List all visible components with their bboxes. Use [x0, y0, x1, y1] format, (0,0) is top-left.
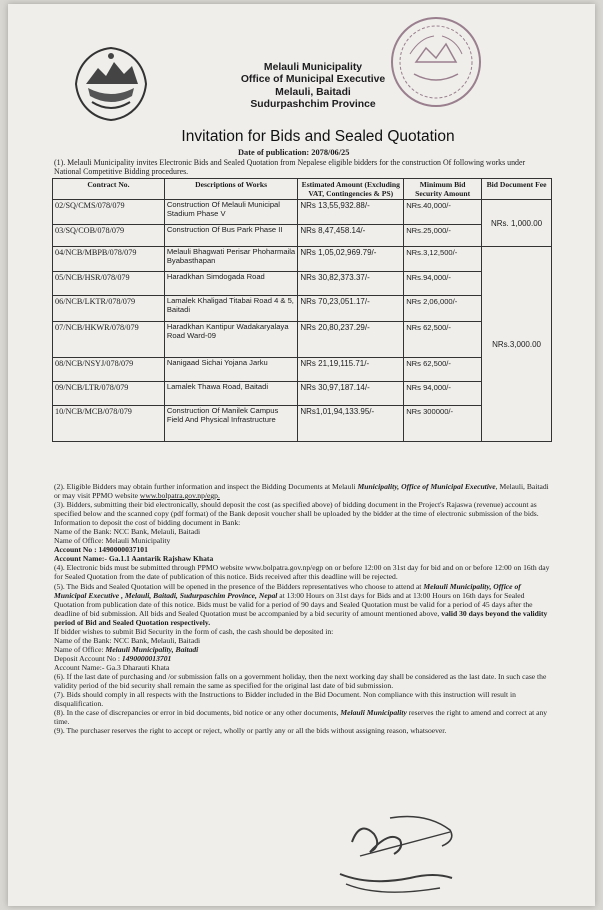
contract-no: 07/NCB/HKWR/078/079 [53, 322, 165, 358]
bid-security: NRs 300000/- [404, 406, 482, 442]
estimated-amount: NRs 13,55,932.88/- [298, 200, 404, 225]
p5-text: (5). The Bids and Sealed Quotation will be opened in the presence of the Bidders representatives who choose to attend at [54, 581, 424, 591]
bank1-name: Name of the Bank: NCC Bank, Melauli, Baitadi [54, 527, 201, 537]
header-bid-security: Minimum Bid Security Amount [404, 179, 482, 200]
table-row [53, 382, 552, 406]
table-row [53, 406, 552, 442]
bid-security: NRs 62,500/- [404, 358, 482, 382]
p5-validity: valid 30 days beyond the validity period of Bid and Sealed Quotation respectively. [54, 608, 548, 627]
bank2-name: Name of the Bank: NCC Bank, Melauli, Baitadi [54, 635, 201, 645]
p5-venue: Melauli Municipality, Office of Municipal Executive , Melauli, Baitadi, Sudurpaschim Province, Nepal [54, 581, 521, 600]
bank2-office-label: Name of Office: [54, 644, 106, 654]
official-stamp-icon [386, 10, 486, 114]
org-province: Sudurpashchim Province [250, 99, 376, 111]
bank1-office: Name of Office: Melauli Municipality [54, 536, 171, 546]
publication-date: Date of publication: 2078/06/25 [238, 148, 350, 157]
contract-no: 05/NCB/HSR/078/079 [53, 272, 165, 296]
table-row [53, 247, 552, 272]
paragraph-2 [54, 482, 554, 500]
work-description: Construction Of Bus Park Phase II [164, 225, 298, 247]
nepal-emblem-icon [72, 44, 150, 124]
bank2-account-name: Account Name:- Ga.3 Dharauti Khata [54, 662, 170, 672]
contract-no: 09/NCB/LTR/078/079 [53, 382, 165, 406]
work-description: Construction Of Melauli Municipal Stadium Phase V [164, 200, 298, 225]
work-description: Melauli Bhagwati Perisar Phoharmaila Byabasthapan [164, 247, 298, 272]
bid-security: NRs 94,000/- [404, 382, 482, 406]
org-location: Melauli, Baitadi [275, 86, 351, 98]
bank2-account: 1490000013701 [121, 653, 172, 663]
bank1-account: Account No : 1490000037101 [54, 545, 148, 555]
table-row [53, 322, 552, 358]
table-row [53, 358, 552, 382]
p2-text: (2). Eligible Bidders may obtain further information and inspect the Bidding Documents at Melauli [54, 482, 358, 491]
contract-no: 02/SQ/CMS/078/079 [53, 200, 165, 225]
work-description: Lamalek Khaligad Titabai Road 4 & 5, Baitadi [164, 296, 298, 322]
cash-intro: If bidder wishes to submit Bid Security in the form of cash, the cash should be deposited in: [54, 626, 334, 636]
notice-page [8, 4, 595, 906]
bid-security: NRs.25,000/- [404, 225, 482, 247]
paragraph-6: (6). If the last date of purchasing and /or submission falls on a government holiday, then the next working day shall be considered as the last date. In such case the validity period of the bid security shall remain the same as specified for the original last date of bid submission. [54, 671, 547, 691]
header-description: Descriptions of Works [164, 179, 298, 200]
work-description: Lamalek Thawa Road, Baitadi [164, 382, 298, 406]
p2-office: Municipality, Office of Municipal Executive [357, 482, 496, 491]
bank2-office: Melauli Municipality, Baitadi [105, 644, 199, 654]
bank2-office-line [54, 645, 554, 654]
paragraph-9: (9). The purchaser reserves the right to accept or reject, wholly or partly any or all the bids without assigning reason, whatsoever. [54, 726, 447, 736]
work-description: Nanigaad Sichai Yojana Jarku [164, 358, 298, 382]
notice-body [54, 482, 554, 735]
fee-ncb: NRs.3,000.00 [482, 247, 552, 442]
bid-security: NRs.94,000/- [404, 272, 482, 296]
fee-sq: NRs. 1,000.00 [482, 200, 552, 247]
org-name: Melauli Municipality [263, 62, 363, 73]
header-contract-no: Contract No. [53, 179, 165, 200]
estimated-amount: NRs 8,47,458.14/- [298, 225, 404, 247]
contract-no: 10/NCB/MCB/078/079 [53, 406, 165, 442]
p8-text-2: reserves the right to amend and correct at any time. [54, 708, 548, 727]
header-estimated-amount: Estimated Amount (Excluding VAT, Contingencies & PS) [298, 179, 404, 200]
estimated-amount: NRs 21,19,115.71/- [298, 358, 404, 382]
bank-info-intro: Information to deposit the cost of bidding document in Bank: [54, 518, 241, 528]
bid-security: NRs 2,06,000/- [404, 296, 482, 322]
notice-header [8, 4, 595, 126]
work-description: Construction Of Manilek Campus Field And Physical Infrastructure [164, 406, 298, 442]
office-name: Office of Municipal Executive [240, 74, 386, 86]
bid-security: NRs.3,12,500/- [404, 247, 482, 272]
paragraph-4: (4). Electronic bids must be submitted through PPMO website www.bolpatra.gov.np/egp on or before 12:00 on 31st day for bid and on or before 12:00 on 16th day for Sealed Quotation from the date of publication of this notice. Bids received after this deadline will be rejected. [54, 563, 550, 582]
bank1-account-name: Account Name:- Ga.1.1 Aantarik Rajshaw Khata [54, 554, 214, 564]
table-row [53, 296, 552, 322]
paragraph-8 [54, 708, 554, 726]
estimated-amount: NRs1,01,94,133.95/- [298, 406, 404, 442]
bank2-account-line [54, 654, 554, 663]
paragraph-7: (7). Bids should comply in all respects with the Instructions to Bidder included in the Bid Document. Non compliance with this instruction will result in disqualification. [54, 690, 516, 709]
estimated-amount: NRs 20,80,237.29/- [298, 322, 404, 358]
paragraph-5 [54, 582, 554, 627]
intro-paragraph: (1). Melauli Municipality invites Electronic Bids and Sealed Quotation from Nepalese eligible bidders for the construction Of following works under National Competitive Bidding procedures. [54, 158, 526, 177]
work-description: Haradkhan Kantipur Wadakaryalaya Road Ward-09 [164, 322, 298, 358]
bank2-account-label: Deposit Account No : [54, 653, 122, 663]
contract-no: 06/NCB/LKTR/078/079 [53, 296, 165, 322]
estimated-amount: NRs 1,05,02,969.79/- [298, 247, 404, 272]
estimated-amount: NRs 70,23,051.17/- [298, 296, 404, 322]
signature-stamp-icon [330, 812, 460, 902]
table-row [53, 200, 552, 225]
p2-text-2: , Melauli, Baitadi or may visit PPMO website [54, 482, 549, 501]
table-row [53, 225, 552, 247]
table-row [53, 272, 552, 296]
p8-text: (8). In the case of discrepancies or error in bid documents, bid notice or any other documents, [54, 708, 341, 718]
contract-no: 04/NCB/MBPB/078/079 [53, 247, 165, 272]
estimated-amount: NRs 30,82,373.37/- [298, 272, 404, 296]
bids-table [52, 178, 552, 442]
header-document-fee: Bid Document Fee [482, 179, 552, 200]
notice-title: Invitation for Bids and Sealed Quotation [181, 128, 455, 145]
contract-no: 08/NCB/NSYJ/078/079 [53, 358, 165, 382]
bid-security: NRs.40,000/- [404, 200, 482, 225]
ppmo-link[interactable]: www.bolpatra.gov.np/egp. [139, 491, 220, 501]
contract-no: 03/SQ/COB/078/079 [53, 225, 165, 247]
estimated-amount: NRs 30,97,187.14/- [298, 382, 404, 406]
paragraph-3: (3). Bidders, submitting their bid electronically, should deposit the cost (as specified above) of bidding document in the Project's Rajaswa (revenue) account as specified below and the scanned copy (pdf format) of the Bank deposit voucher shall be uploaded by the bidder at the time of electronic submission of the bids. [54, 500, 539, 519]
p5-text-2: at 13:00 Hours on 31st days for Bids and at 13:00 Hours on 16th days for Sealed Quotation from publication date of this notice. Bids must be valid for a period of 90 days and Sealed Quotation must be valid for a period of 45 days after the deadline of bid submission. All bids and Sealed Quotation must be accompanied by a bid security of amount mentioned above, [54, 590, 533, 618]
p8-municipality: Melauli Municipality [340, 708, 407, 718]
bid-security: NRs 62,500/- [404, 322, 482, 358]
table-header-row [53, 179, 552, 200]
work-description: Haradkhan Simdogada Road [164, 272, 298, 296]
